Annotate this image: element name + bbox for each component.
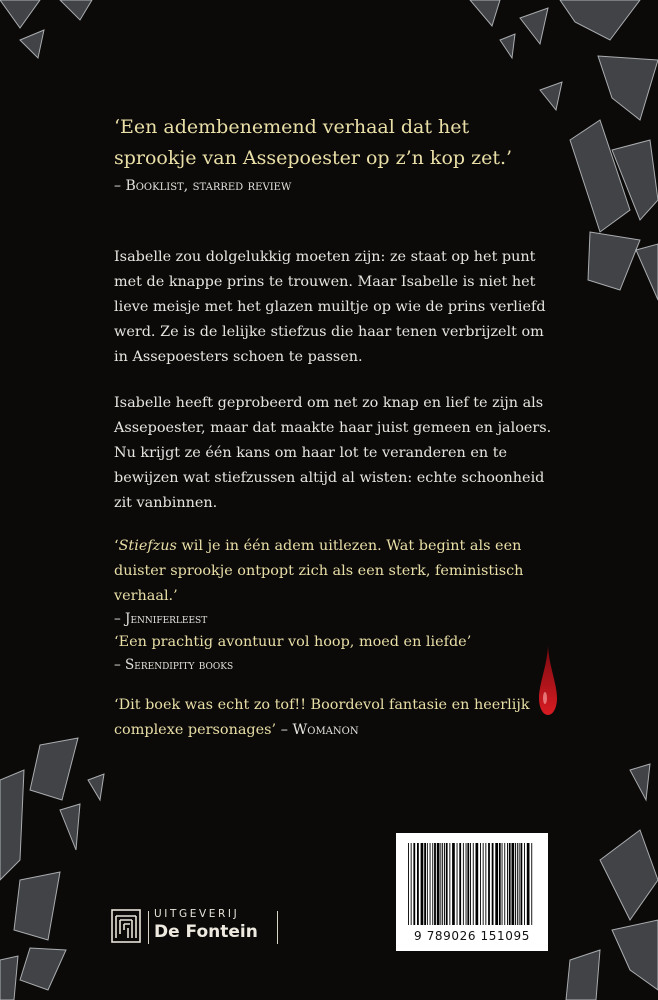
barcode-bar (521, 843, 523, 925)
synopsis-paragraph-1: Isabelle zou dolgelukkig moeten zijn: ze staat op het punt met de knappe prins te trouwen. Maar Isabelle is niet het lieve meisje met het glazen muiltje op wie de prins verliefd werd. Ze is de lelijke stiefzus die haar tenen verbrijzelt om in Assepoesters schoen te passen. (114, 249, 546, 365)
barcode-bar (432, 843, 433, 925)
barcode-bar (485, 843, 486, 925)
barcode-bar (512, 843, 515, 925)
barcode-bar (531, 843, 532, 925)
barcode-bar (430, 843, 431, 925)
barcode-bar (499, 843, 501, 925)
barcode-bar (442, 843, 443, 925)
barcode-bar (519, 843, 520, 925)
barcode-bar (452, 843, 455, 925)
barcode-bar (437, 843, 440, 925)
barcode-bar (424, 843, 426, 925)
barcode-bar (504, 843, 505, 925)
barcode-bar (467, 843, 469, 925)
review-quote-2-text: ‘Een prachtig avontuur vol hoop, moed en liefde’ (114, 634, 472, 650)
barcode-bar (434, 843, 436, 925)
publisher-logo-icon (110, 908, 142, 944)
barcode-bar (449, 843, 450, 925)
barcode-bar (421, 843, 424, 925)
logo-divider-right (277, 911, 278, 944)
barcode-bar (463, 843, 464, 925)
barcode-bar (473, 843, 474, 925)
logo-divider (148, 911, 149, 944)
barcode-bar (466, 843, 467, 925)
barcode-bar (440, 843, 441, 925)
barcode-bar (459, 843, 461, 925)
barcode (396, 833, 548, 951)
review-quote-1 (114, 534, 554, 630)
isbn-number: 9 789026 151095 (414, 929, 530, 943)
review-quote-1-open: ‘ (114, 538, 119, 554)
barcode-bar (488, 843, 490, 925)
header-quote (114, 112, 554, 196)
barcode-bar (480, 843, 481, 925)
barcode-bar (476, 843, 479, 925)
synopsis-paragraph-2: Isabelle heeft geprobeerd om net zo knap en lief te zijn als Assepoester, maar dat maakte haar juist gemeen en jaloers. Nu krijgt ze één kans om haar lot te veranderen en te bewijzen wat stiefzussen altijd al wisten: echte schoonheid zit vanbinnen. (114, 395, 552, 511)
barcode-bar (470, 843, 471, 925)
publisher-logo (110, 908, 280, 948)
review-quote-1-text (114, 534, 554, 609)
review-quote-2-attribution: – Serendipity books (114, 657, 234, 673)
review-quote-3-text: ‘Dit boek was echt zo tof!! Boordevol fantasie en heerlijk complexe personages’ (114, 697, 530, 738)
barcode-bar (515, 843, 516, 925)
publisher-name-line1: UITGEVERIJ (154, 908, 240, 920)
publisher-name-line2: De Fontein (154, 922, 258, 942)
barcode-bar (524, 843, 525, 925)
barcode-bar (417, 843, 419, 925)
barcode-bar (444, 843, 445, 925)
review-quote-2 (114, 630, 554, 676)
barcode-bar (492, 843, 494, 925)
barcode-bar (427, 843, 428, 925)
barcode-bar (446, 843, 448, 925)
barcode-bars (406, 843, 538, 925)
barcode-bar (483, 843, 484, 925)
barcode-bar (408, 843, 409, 925)
barcode-bar (517, 843, 518, 925)
barcode-bar (495, 843, 498, 925)
blood-drop-icon (538, 646, 558, 716)
review-quote-1-rest: wil je in één adem uitlezen. Wat begint als een duister sprookje ontpopt zich als een sterk, feministisch verhaal.’ (114, 538, 524, 604)
review-quote-1-attribution: – Jenniferleest (114, 611, 208, 627)
barcode-bar (457, 843, 458, 925)
barcode-bar (527, 843, 530, 925)
header-quote-attribution: – Booklist, starred review (114, 178, 292, 194)
barcode-bar (411, 843, 412, 925)
barcode-bar (507, 843, 508, 925)
review-quote-3-attribution: – Womanon (280, 722, 359, 738)
book-title-italic: Stiefzus (118, 538, 177, 554)
header-quote-text: ‘Een adembenemend verhaal dat het sprookje van Assepoester op z’n kop zet.’ (114, 116, 513, 169)
barcode-bar (509, 843, 511, 925)
review-quote-3 (114, 693, 554, 743)
barcode-bar (413, 843, 415, 925)
barcode-bar (502, 843, 503, 925)
